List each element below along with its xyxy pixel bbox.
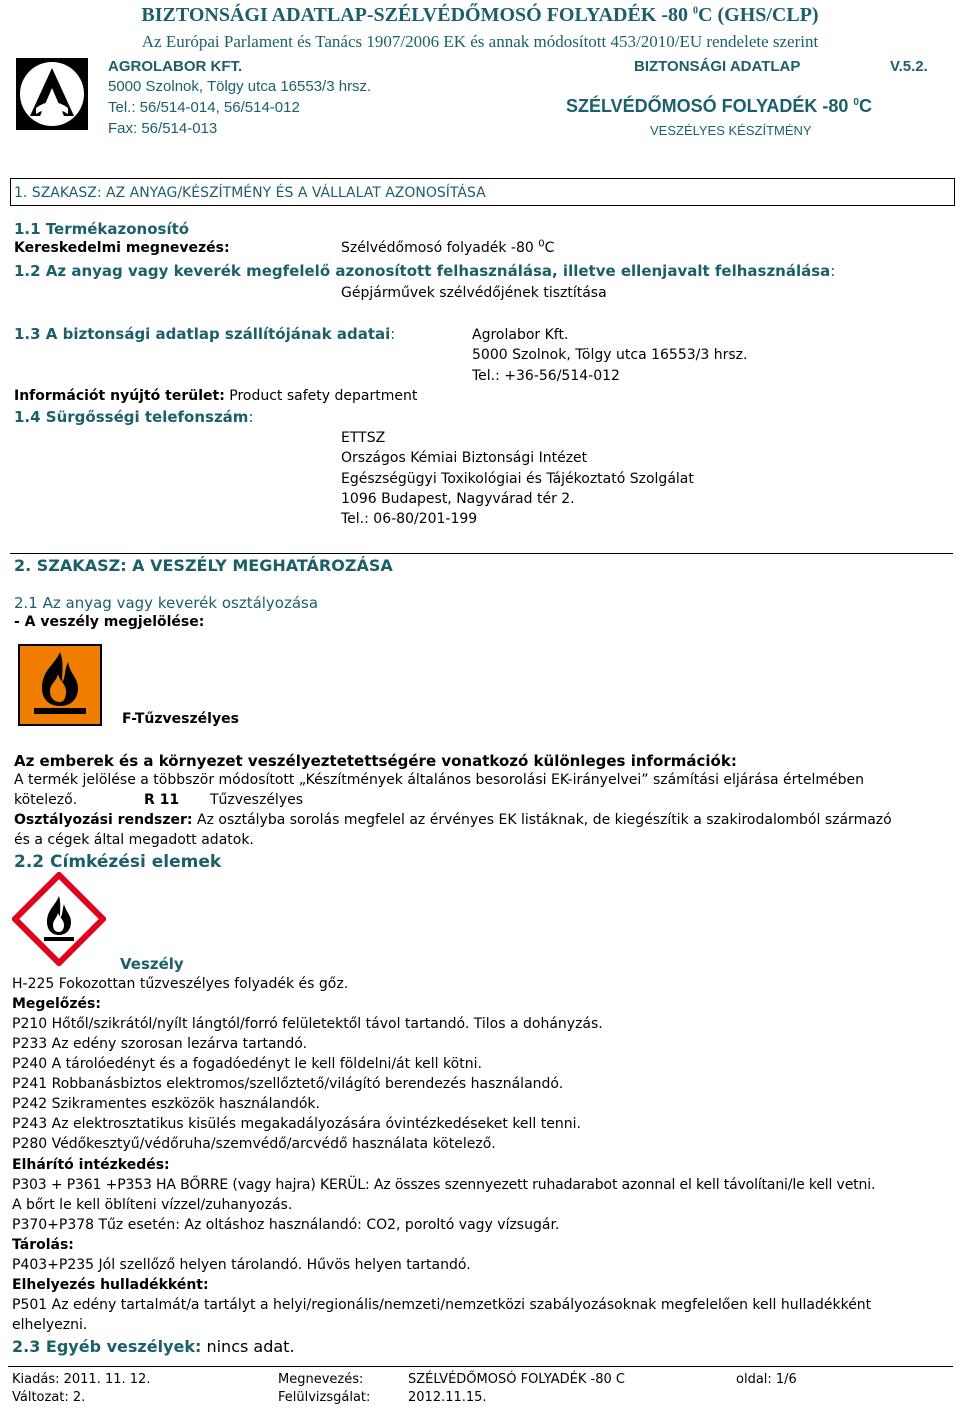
footer-issued: Kiadás: 2011. 11. 12. bbox=[12, 1372, 151, 1387]
version: V.5.2. bbox=[890, 58, 928, 75]
prevention-label: Megelőzés: bbox=[12, 996, 101, 1012]
p-statement: P233 Az edény szorosan lezárva tartandó. bbox=[12, 1036, 308, 1052]
p-statement: P241 Robbanásbiztos elektromos/szellőztető/világító berendezés használandó. bbox=[12, 1076, 564, 1092]
r-text: Tűzveszélyes bbox=[210, 792, 304, 808]
p-statement: elhelyezni. bbox=[12, 1317, 88, 1333]
p-statement: P242 Szikramentes eszközök használandók. bbox=[12, 1096, 320, 1112]
supplier-name: Agrolabor Kft. bbox=[472, 327, 569, 343]
signal-word: Veszély bbox=[120, 955, 184, 973]
supplier-tel: Tel.: +36-56/514-012 bbox=[472, 368, 620, 384]
p-statement: P403+P235 Jól szellőző helyen tárolandó. Hűvös helyen tartandó. bbox=[12, 1257, 471, 1273]
emergency-line: 1096 Budapest, Nagyvárad tér 2. bbox=[341, 491, 575, 507]
classification-line: Osztályozási rendszer: Az osztályba sorolás megfelel az érvényes EK listáknak, de kiegészítik a szakirodalomból származó bbox=[14, 812, 892, 828]
s22-title: 2.2 Címkézési elemek bbox=[14, 852, 222, 872]
regulation-line: Az Európai Parlament és Tanács 1907/2006 EK és annak módosított 453/2010/EU rendelete szerint bbox=[141, 32, 819, 51]
p-statement: P501 Az edény tartalmát/a tartályt a helyi/regionális/nemzeti/nemzetközi szabályozásoknak megfelelően kell hulladékként bbox=[12, 1297, 872, 1313]
p-statement: P370+P378 Tűz esetén: Az oltáshoz használandó: CO2, poroltó vagy vízsugár. bbox=[12, 1217, 560, 1233]
info-line: Információt nyújtó terület: Product safety department bbox=[14, 388, 418, 404]
h-statement: H-225 Fokozottan tűzveszélyes folyadék és gőz. bbox=[12, 976, 349, 992]
ghs-flame-icon bbox=[12, 872, 106, 966]
response-label: Elhárító intézkedés: bbox=[12, 1157, 170, 1173]
page-number: oldal: 1/6 bbox=[736, 1372, 797, 1387]
p-statement: A bőrt le kell öblíteni vízzel/zuhanyozás. bbox=[12, 1197, 293, 1213]
footer-name-value: SZÉLVÉDŐMOSÓ FOLYADÉK -80 C bbox=[408, 1372, 625, 1387]
doc-type: BIZTONSÁGI ADATLAP bbox=[634, 58, 801, 75]
hazard-symbol-label: F-Tűzveszélyes bbox=[122, 711, 239, 727]
special-info-title: Az emberek és a környezet veszélyeztetettségére vonatkozó különleges információk: bbox=[14, 752, 737, 770]
company-address: 5000 Szolnok, Tölgy utca 16553/3 hrsz. bbox=[108, 78, 372, 95]
footer-rule bbox=[8, 1366, 953, 1367]
trade-name-label: Kereskedelmi megnevezés: bbox=[14, 240, 230, 256]
section1-heading: 1. SZAKASZ: AZ ANYAG/KÉSZÍTMÉNY ÉS A VÁLLALAT AZONOSÍTÁSA bbox=[14, 185, 486, 201]
emergency-line: Egészségügyi Toxikológiai és Tájékoztató Szolgálat bbox=[341, 471, 694, 487]
p-statement: P303 + P361 +P353 HA BŐRRE (vagy hajra) KERÜL: Az összes szennyezett ruhadarabot azonnal el kell távolítani/le kell vetni. bbox=[12, 1177, 876, 1193]
trade-name-value: Szélvédőmosó folyadék -80 $^0$C bbox=[341, 238, 555, 256]
p-statement: P240 A tárolóedényt és a fogadóedényt le kell földelni/át kell kötni. bbox=[12, 1056, 482, 1072]
special-info-line: A termék jelölése a többször módosított „Készítmények általános besorolási EK-irányelvei” számítási eljárása értelmében bbox=[14, 772, 865, 788]
footer-review-label: Felülvizsgálat: bbox=[278, 1390, 371, 1405]
s11-title: 1.1 Termékazonosító bbox=[14, 220, 190, 238]
document-title: BIZTONSÁGI ADATLAP-SZÉLVÉDŐMOSÓ FOLYADÉK -80 $^0$C (GHS/CLP) bbox=[141, 4, 819, 26]
footer-name-label: Megnevezés: bbox=[278, 1372, 364, 1387]
s13-title: 1.3 A biztonsági adatlap szállítójának adatai: bbox=[14, 325, 396, 343]
p-statement: P243 Az elektrosztatikus kisülés megakadályozására óvintézkedéseket kell tenni. bbox=[12, 1116, 581, 1132]
company-name: AGROLABOR KFT. bbox=[108, 58, 243, 75]
disposal-label: Elhelyezés hulladékként: bbox=[12, 1277, 209, 1293]
classification-line: és a cégek által megadott adatok. bbox=[14, 832, 254, 848]
special-info-line: kötelező. bbox=[14, 792, 78, 808]
p-statement: P280 Védőkesztyű/védőruha/szemvédő/arcvédő használata kötelező. bbox=[12, 1136, 496, 1152]
product-title: SZÉLVÉDŐMOSÓ FOLYADÉK -80 $^0$C bbox=[566, 96, 872, 116]
agrolabor-logo bbox=[16, 58, 88, 130]
s23-line: 2.3 Egyéb veszélyek: nincs adat. bbox=[12, 1337, 295, 1356]
s21-title: 2.1 Az anyag vagy keverék osztályozása bbox=[14, 594, 319, 612]
footer-review-value: 2012.11.15. bbox=[408, 1390, 487, 1405]
emergency-line: Országos Kémiai Biztonsági Intézet bbox=[341, 450, 588, 466]
hazard-label: - A veszély megjelölése: bbox=[14, 614, 205, 630]
s12-title: 1.2 Az anyag vagy keverék megfelelő azonosított felhasználása, illetve ellenjavalt felhasználása: bbox=[14, 262, 836, 280]
emergency-line: Tel.: 06-80/201-199 bbox=[341, 511, 478, 527]
company-tel: Tel.: 56/514-014, 56/514-012 bbox=[108, 99, 300, 116]
product-class: VESZÉLYES KÉSZÍTMÉNY bbox=[650, 123, 812, 138]
storage-label: Tárolás: bbox=[12, 1237, 74, 1253]
flame-hazard-icon bbox=[18, 644, 102, 726]
footer-version: Változat: 2. bbox=[12, 1390, 86, 1405]
company-fax: Fax: 56/514-013 bbox=[108, 120, 218, 137]
emergency-line: ETTSZ bbox=[341, 430, 386, 446]
supplier-address: 5000 Szolnok, Tölgy utca 16553/3 hrsz. bbox=[472, 347, 748, 363]
s14-title: 1.4 Sürgősségi telefonszám: bbox=[14, 408, 254, 426]
p-statement: P210 Hőtől/szikrától/nyílt lángtól/forró felületektől távol tartandó. Tilos a dohányzás. bbox=[12, 1016, 603, 1032]
r-code: R 11 bbox=[144, 792, 180, 808]
s12-value: Gépjárművek szélvédőjének tisztítása bbox=[341, 285, 607, 301]
section2-heading: 2. SZAKASZ: A VESZÉLY MEGHATÁROZÁSA bbox=[14, 556, 393, 575]
